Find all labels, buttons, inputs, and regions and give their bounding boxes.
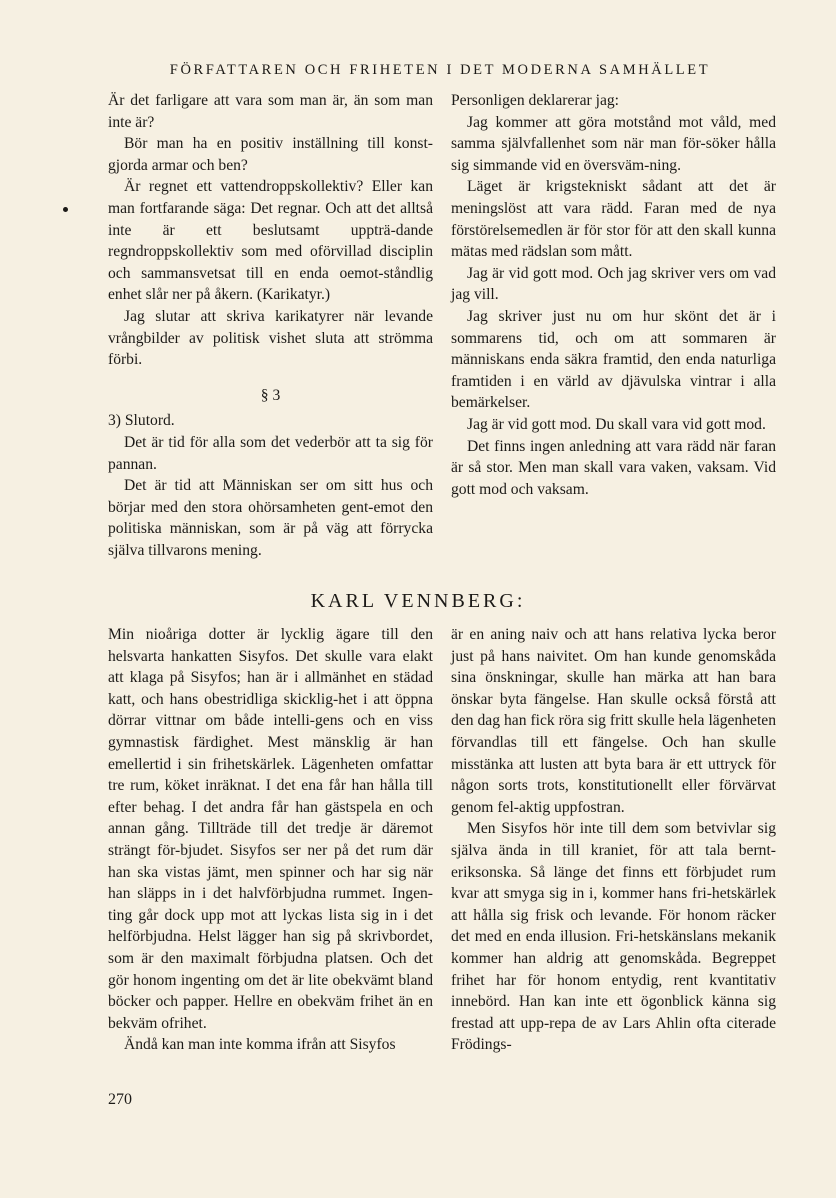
paragraph: Jag kommer att göra motstånd mot våld, med samma självfallenhet som när man för-söker hålla sig simmande vid en översväm-ning. — [451, 113, 776, 174]
section2-right-column — [451, 624, 776, 1056]
paragraph: Jag är vid gott mod. Och jag skriver vers om vad jag vill. — [451, 264, 776, 304]
paragraph: Läget är krigstekniskt sådant att det är meningslöst att vara rädd. Faran med de nya förstörelsemedlen är för stor för att den skall kunna mätas med rädslan som mått. — [451, 178, 776, 261]
section-mark: § 3 — [260, 386, 281, 404]
paragraph: Det är tid för alla som det vederbör att ta sig för pannan. — [108, 433, 433, 473]
paragraph: Jag är vid gott mod. Du skall vara vid gott mod. — [467, 415, 766, 433]
running-head: FÖRFATTAREN OCH FRIHETEN I DET MODERNA SAMHÄLLET — [169, 62, 711, 78]
paragraph: Det är tid att Människan ser om sitt hus och börjar med den stora ohörsamheten gent-emot den politiska människan, som är på väg att förrycka själva tillvarons mening. — [108, 477, 433, 559]
paragraph: Min nioåriga dotter är lycklig ägare till den helsvarta hankatten Sisyfos. Det skulle vara elakt att klaga på Sisyfos; han är i allmänhet en städad katt, och hans obestridliga skicklig-het i att öppna dörrar vittnar om både intelli-gens och en viss gymnastisk färdighet. Mest mänsklig är han emellertid i sin frihetskärlek. Lägenheten omfattar tre rum, köket inräknat. I det ena får han hålla till efter behag. I det andra får han gästspela en och annan gång. Tillträde till det tredje är däremot strängt för-bjudet. Sisyfos ser ner på det rum där han ska vistas jämt, men spinner och har sig när han släpps in i det halvförbjudna rummet. Ingen-ting går dock upp mot att lyckas lista sig in i det helförbjudna. Helst lägger han sig på skrivbordet, som är den maximalt förbjudna platsen. Och det gör honom ingenting om det är lite obekvämt bland böcker och papper. Hellre en obekväm frihet än en bekväm ofrihet. — [108, 626, 433, 1032]
paragraph: Bör man ha en positiv inställning till konst-gjorda armar och ben? — [108, 135, 433, 174]
paragraph: Jag slutar att skriva karikatyrer när levande vrångbilder av politisk vishet sluta att strömma förbi. — [108, 307, 433, 369]
margin-dot-mark — [63, 207, 68, 212]
paragraph: Personligen deklarerar jag: — [451, 92, 619, 109]
section1-right-column — [451, 90, 776, 500]
paragraph: 3) Slutord. — [108, 412, 175, 430]
section2-left-column — [108, 624, 433, 1056]
page-number: 270 — [108, 1091, 132, 1108]
paragraph: Är det farligare att vara som man är, än som man inte är? — [108, 92, 433, 131]
author-heading: KARL VENNBERG: — [310, 590, 526, 612]
paragraph: Ändå kan man inte komma ifrån att Sisyfos — [124, 1036, 396, 1054]
paragraph: Det finns ingen anledning att vara rädd när faran är så stor. Men man skall vara vaken, vaksam. Vid gott mod och vaksam. — [451, 437, 776, 498]
paragraph: Är regnet ett vattendroppskollektiv? Eller kan man fortfarande säga: Det regnar. Och att det alltså inte är ett beslutsamt uppträ-dande regndroppskollektiv som med oförvillad disciplin och sammansvetsat till en enda oemot-ståndlig enhet slår ner på åkern. (Karikatyr.) — [108, 178, 433, 304]
section1-left-column — [108, 90, 433, 561]
paragraph: Men Sisyfos hör inte till dem som betvivlar sig själva ända in till kraniet, för att tala bernt-eriksonska. Så länge det finns ett förbjudet rum kvar att smyga sig in i, kommer hans fri-hetskärlek att hålla sig frisk och levande. För honom räcker det med en enda illusion. Fri-hetskänslans mekanik kommer han aldrig att genomskåda. Begreppet frihet har för honom entydig, rent kvantitativ innebörd. Han kan inte ett ögonblick känna sig frestad att upp-repa de av Lars Ahlin ofta citerade Frödings- — [451, 820, 776, 1054]
paragraph: Jag skriver just nu om hur skönt det är i sommarens tid, och om att sommaren är människans enda säkra framtid, den enda naturliga framtiden i en värld av djävulska vintrar i alla bemärkelser. — [451, 307, 776, 412]
paragraph: är en aning naiv och att hans relativa lycka beror just på hans naivitet. Om han kunde genomskåda sina önskningar, skulle han märka att han bara önskar byta fängelse. Han skulle också förstå att den dag han fick röra sig fritt skulle hela lägenheten förvandlas till ett fängelse. Och han skulle misstänka att lusten att byta bara är ett uttryck för någon sorts trots, konstitutionellt eller förvärvat genom fel-aktig uppfostran. — [451, 626, 776, 816]
